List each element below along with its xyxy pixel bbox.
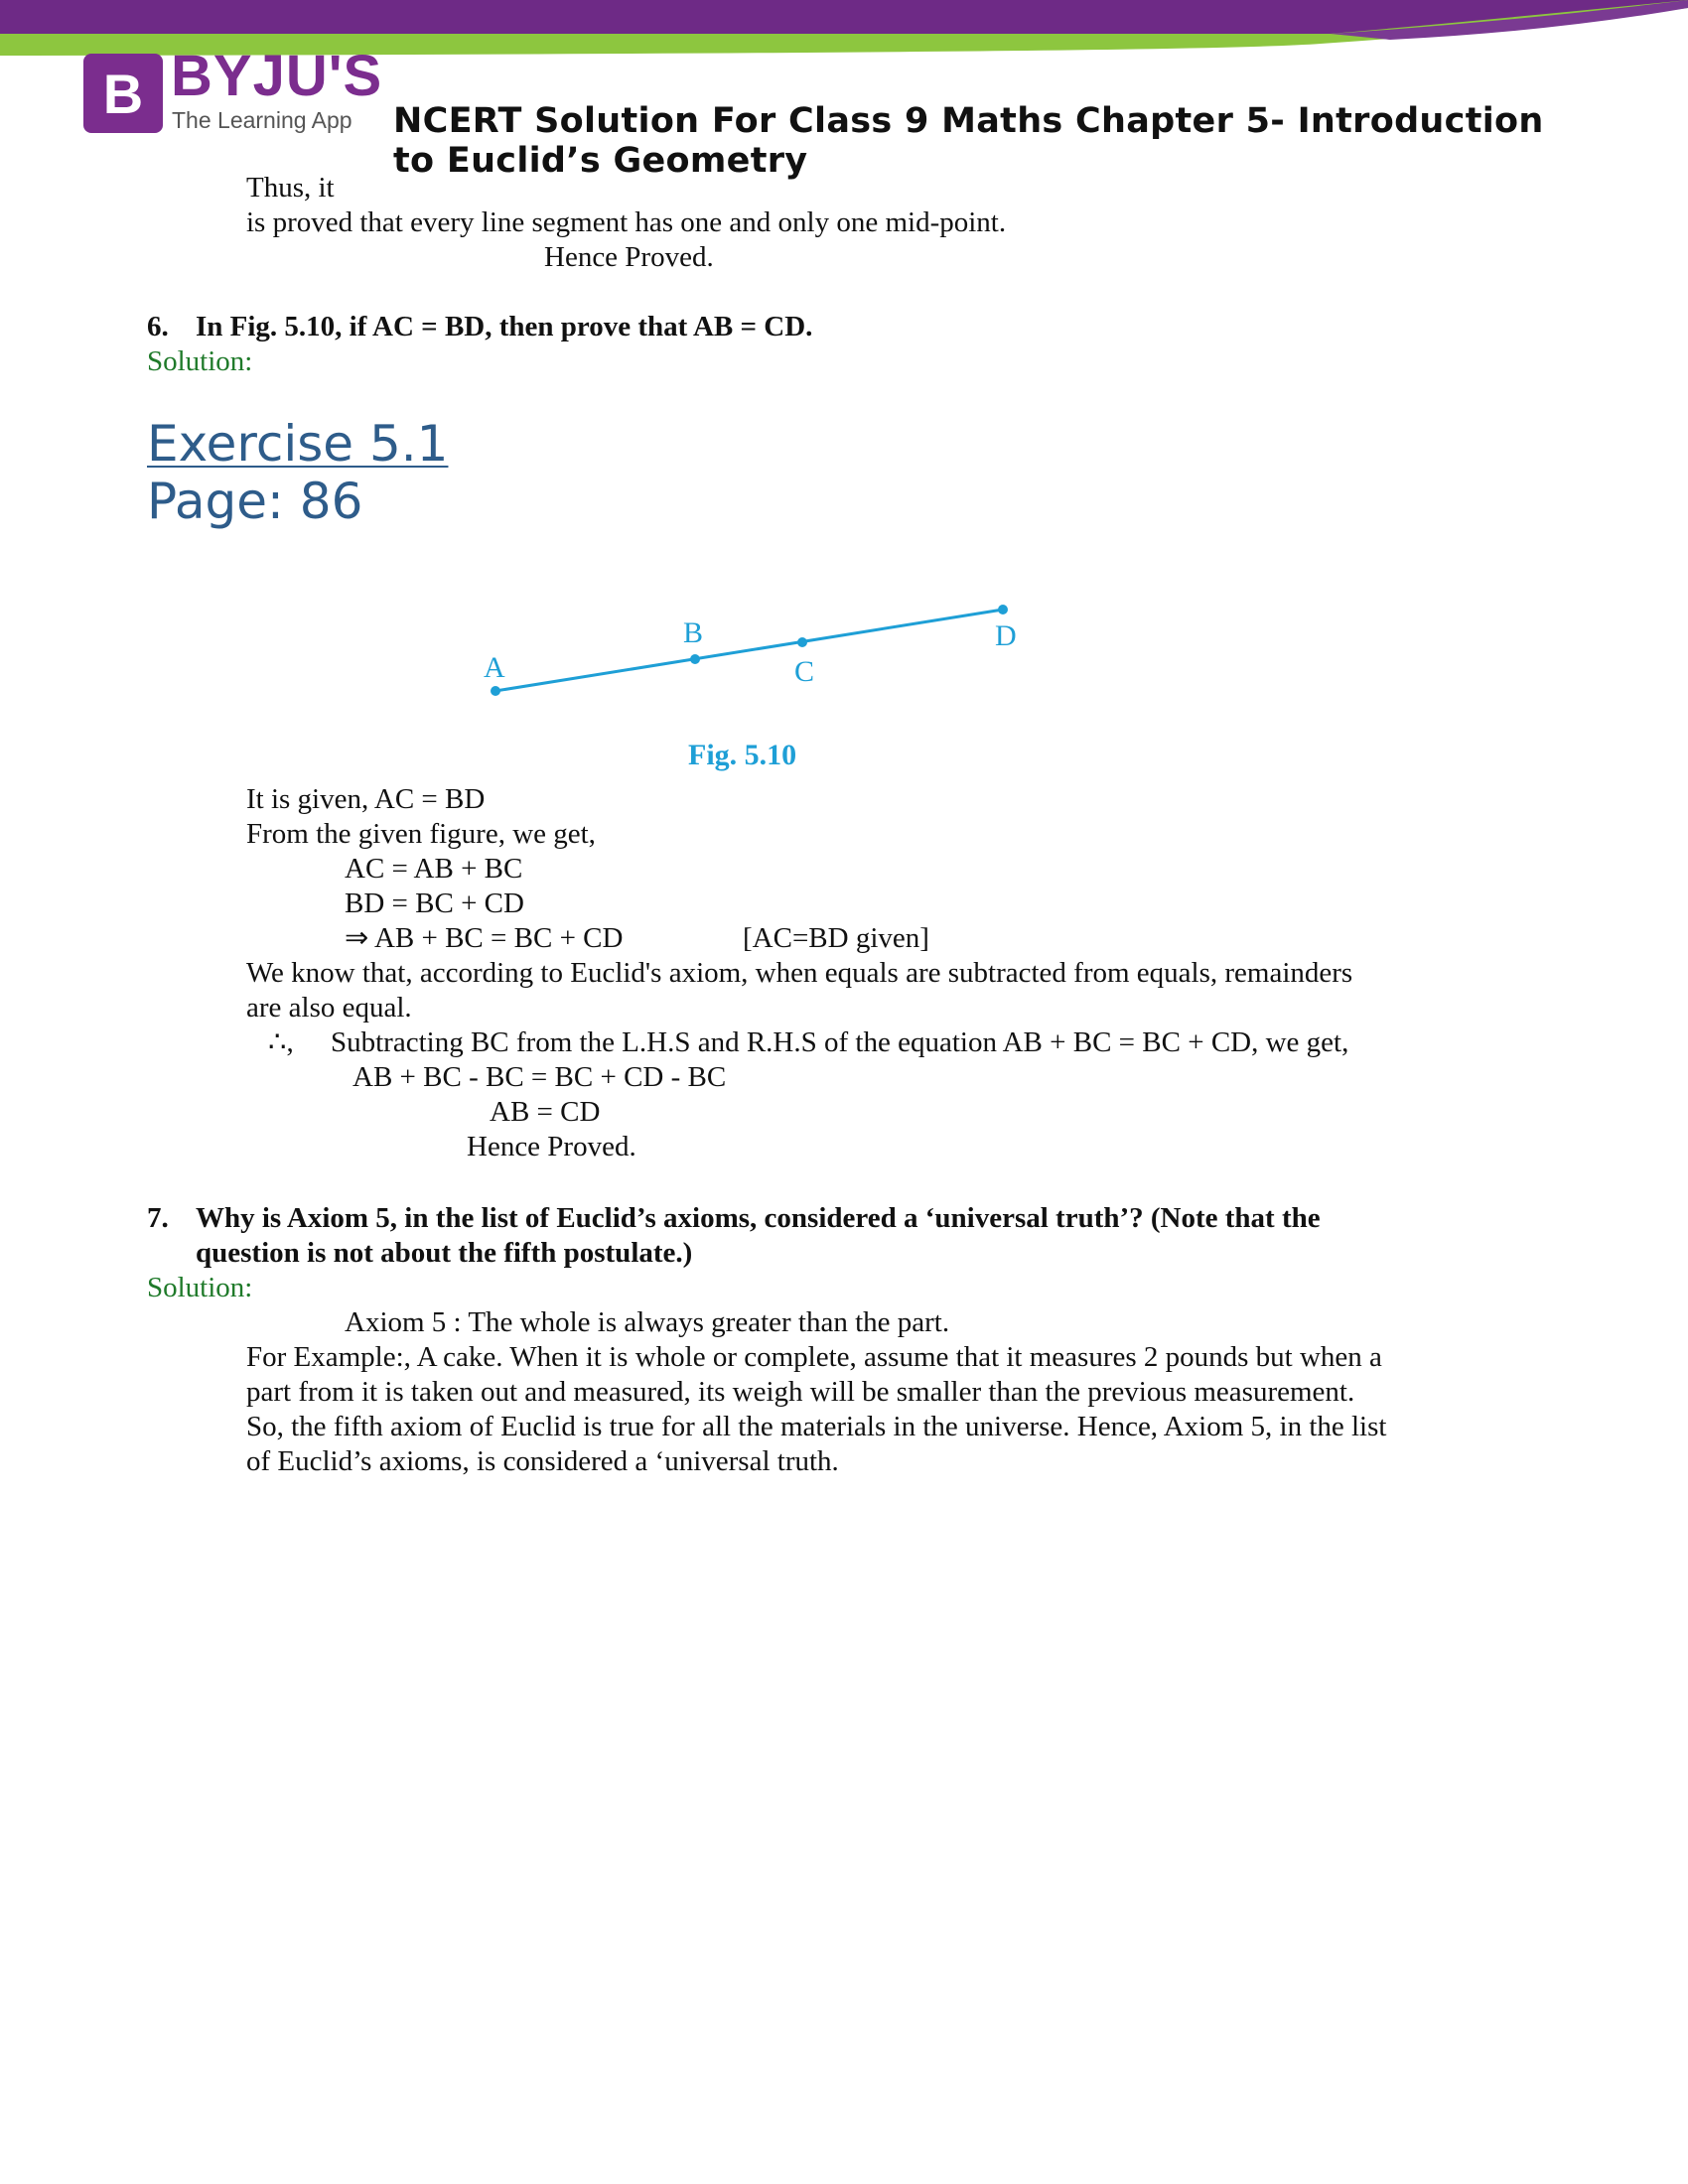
q7-line-4: So, the fifth axiom of Euclid is true for all the materials in the universe. Hence, Axiom 5, in the list xyxy=(246,1411,1387,1442)
point-a xyxy=(491,686,500,696)
q7-line-5: of Euclid’s axioms, is considered a ‘universal truth. xyxy=(246,1445,839,1477)
intro-hence-proved: Hence Proved. xyxy=(544,241,714,273)
byjus-tagline: The Learning App xyxy=(172,107,352,133)
q6-solution-label: Solution: xyxy=(147,345,253,377)
therefore-symbol: ∴, xyxy=(268,1026,294,1058)
label-b: B xyxy=(683,616,704,649)
document-title: NCERT Solution For Class 9 Maths Chapter 5- Introduction to Euclid’s Geometry xyxy=(393,101,1544,181)
q7-number: 7. xyxy=(147,1202,169,1234)
q6-line-9: AB + BC - BC = BC + CD - BC xyxy=(352,1061,727,1093)
q6-line-6: We know that, according to Euclid's axiom, when equals are subtracted from equals, remainders xyxy=(246,957,1353,989)
q6-line-7: are also equal. xyxy=(246,992,412,1024)
q7-line-3: part from it is taken out and measured, its weigh will be smaller than the previous measurement. xyxy=(246,1376,1355,1408)
q6-line-1: It is given, AC = BD xyxy=(246,783,486,815)
figure-5-10 xyxy=(467,596,1043,784)
q6-question: In Fig. 5.10, if AC = BD, then prove that AB = CD. xyxy=(196,311,813,342)
label-d: D xyxy=(995,619,1017,652)
exercise-link[interactable]: Exercise 5.1 xyxy=(147,415,449,473)
q6-line-5-note: [AC=BD given] xyxy=(743,922,929,954)
point-c xyxy=(797,637,807,647)
q6-line-4: BD = BC + CD xyxy=(345,887,524,919)
q6-line-2: From the given figure, we get, xyxy=(246,818,596,850)
q6-number: 6. xyxy=(147,311,169,342)
byjus-brand-name: BYJU'S xyxy=(171,44,383,108)
page-number: Page: 86 xyxy=(147,473,363,530)
q6-line-3: AC = AB + BC xyxy=(345,853,523,885)
q6-line-5: ⇒ AB + BC = BC + CD xyxy=(345,922,624,954)
q6-line-10: AB = CD xyxy=(490,1096,601,1128)
intro-line-2: is proved that every line segment has one and only one mid-point. xyxy=(246,206,1007,238)
point-d xyxy=(998,605,1008,614)
line-segment-ad xyxy=(495,610,1003,691)
q6-line-8: Subtracting BC from the L.H.S and R.H.S of the equation AB + BC = BC + CD, we get, xyxy=(331,1026,1349,1058)
q6-hence-proved: Hence Proved. xyxy=(467,1131,636,1162)
point-b xyxy=(690,654,700,664)
q7-solution-label: Solution: xyxy=(147,1272,253,1303)
q7-line-1: Axiom 5 : The whole is always greater than the part. xyxy=(345,1306,950,1338)
q7-question-line-1: Why is Axiom 5, in the list of Euclid’s axioms, considered a ‘universal truth’? (Note that the xyxy=(196,1202,1321,1234)
byjus-logo-letter: B xyxy=(102,62,144,125)
intro-line-1: Thus, it xyxy=(246,172,335,204)
q7-line-2: For Example:, A cake. When it is whole or complete, assume that it measures 2 pounds but when a xyxy=(246,1341,1382,1373)
q7-question-line-2: question is not about the fifth postulate.) xyxy=(196,1237,693,1269)
label-c: C xyxy=(794,655,815,688)
figure-caption: Fig. 5.10 xyxy=(688,739,797,771)
label-a: A xyxy=(484,651,505,684)
